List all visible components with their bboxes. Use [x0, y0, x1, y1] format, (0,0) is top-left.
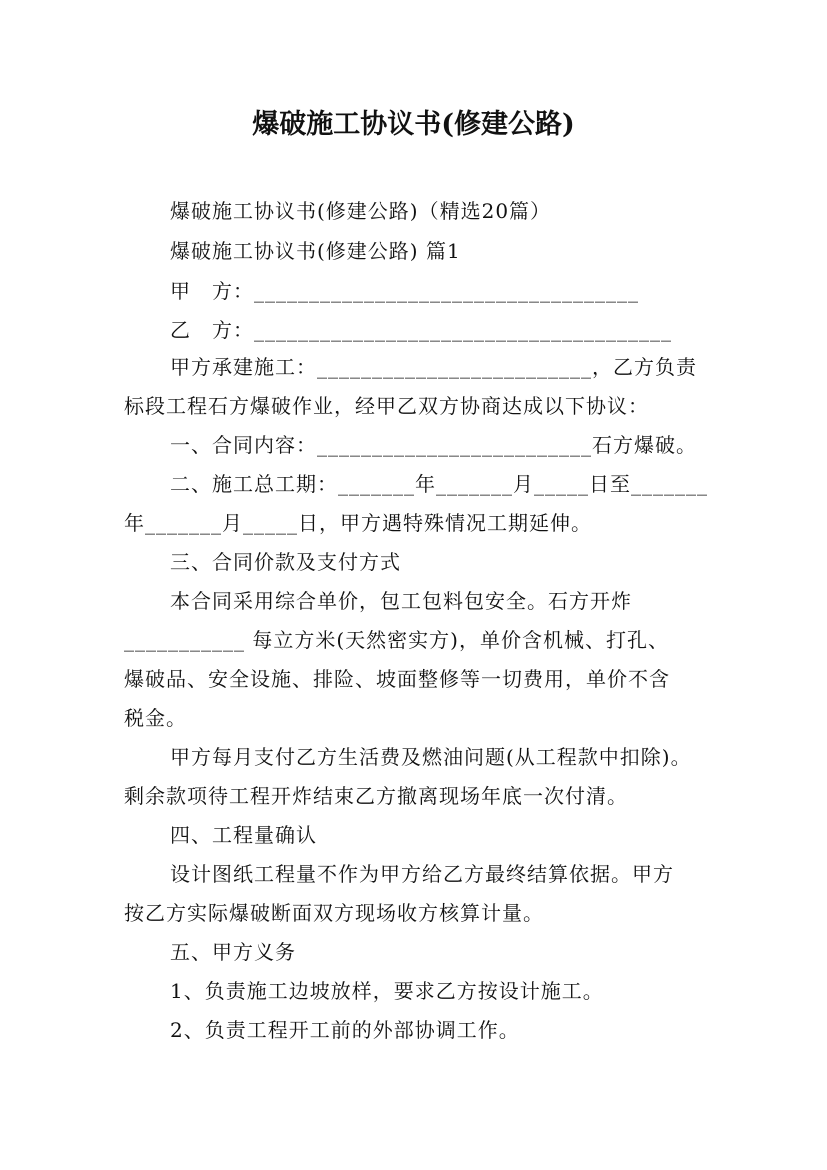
subtitle-line: 爆破施工协议书(修建公路)（精选20篇） — [170, 199, 552, 223]
paragraph-line: 二、施工总工期：_______年_______月_____日至_______ — [170, 472, 708, 496]
paragraph-line: 甲方每月支付乙方生活费及燃油问题(从工程款中扣除)。 — [170, 745, 692, 769]
paragraph-line: 爆破品、安全设施、排险、坡面整修等一切费用，单价不含 — [124, 667, 670, 691]
paragraph-line: 标段工程石方爆破作业，经甲乙双方协商达成以下协议： — [124, 394, 649, 418]
document-title: 爆破施工协议书(修建公路) — [252, 109, 575, 140]
paragraph-line: 本合同采用综合单价，包工包料包安全。石方开炸 — [170, 589, 632, 613]
section-heading: 五、甲方义务 — [170, 940, 296, 964]
paragraph-line: 设计图纸工程量不作为甲方给乙方最终结算依据。甲方 — [170, 862, 674, 886]
paragraph-line: 剩余款项待工程开炸结束乙方撤离现场年底一次付清。 — [124, 784, 628, 808]
list-item: 2、负责工程开工前的外部协调工作。 — [170, 1018, 520, 1042]
paragraph-line: 一、合同内容：_________________________石方爆破。 — [170, 433, 697, 457]
paragraph-line: 年_______月_____日，甲方遇特殊情况工期延伸。 — [124, 511, 592, 535]
section-heading: 爆破施工协议书(修建公路) 篇1 — [170, 239, 461, 263]
paragraph-line: 甲方承建施工：_________________________，乙方负责 — [170, 355, 697, 379]
list-item: 1、负责施工边坡放样，要求乙方按设计施工。 — [170, 979, 604, 1003]
paragraph-line: 按乙方实际爆破断面双方现场收方核算计量。 — [124, 901, 544, 925]
party-a-line: 甲 方：___________________________________ — [170, 279, 639, 303]
party-b-line: 乙 方：______________________________________ — [170, 318, 672, 342]
paragraph-line: ___________ 每立方米(天然密实方)，单价含机械、打孔、 — [124, 628, 669, 652]
section-heading: 三、合同价款及支付方式 — [170, 550, 401, 574]
paragraph-line: 税金。 — [124, 706, 187, 730]
section-heading: 四、工程量确认 — [170, 823, 317, 847]
